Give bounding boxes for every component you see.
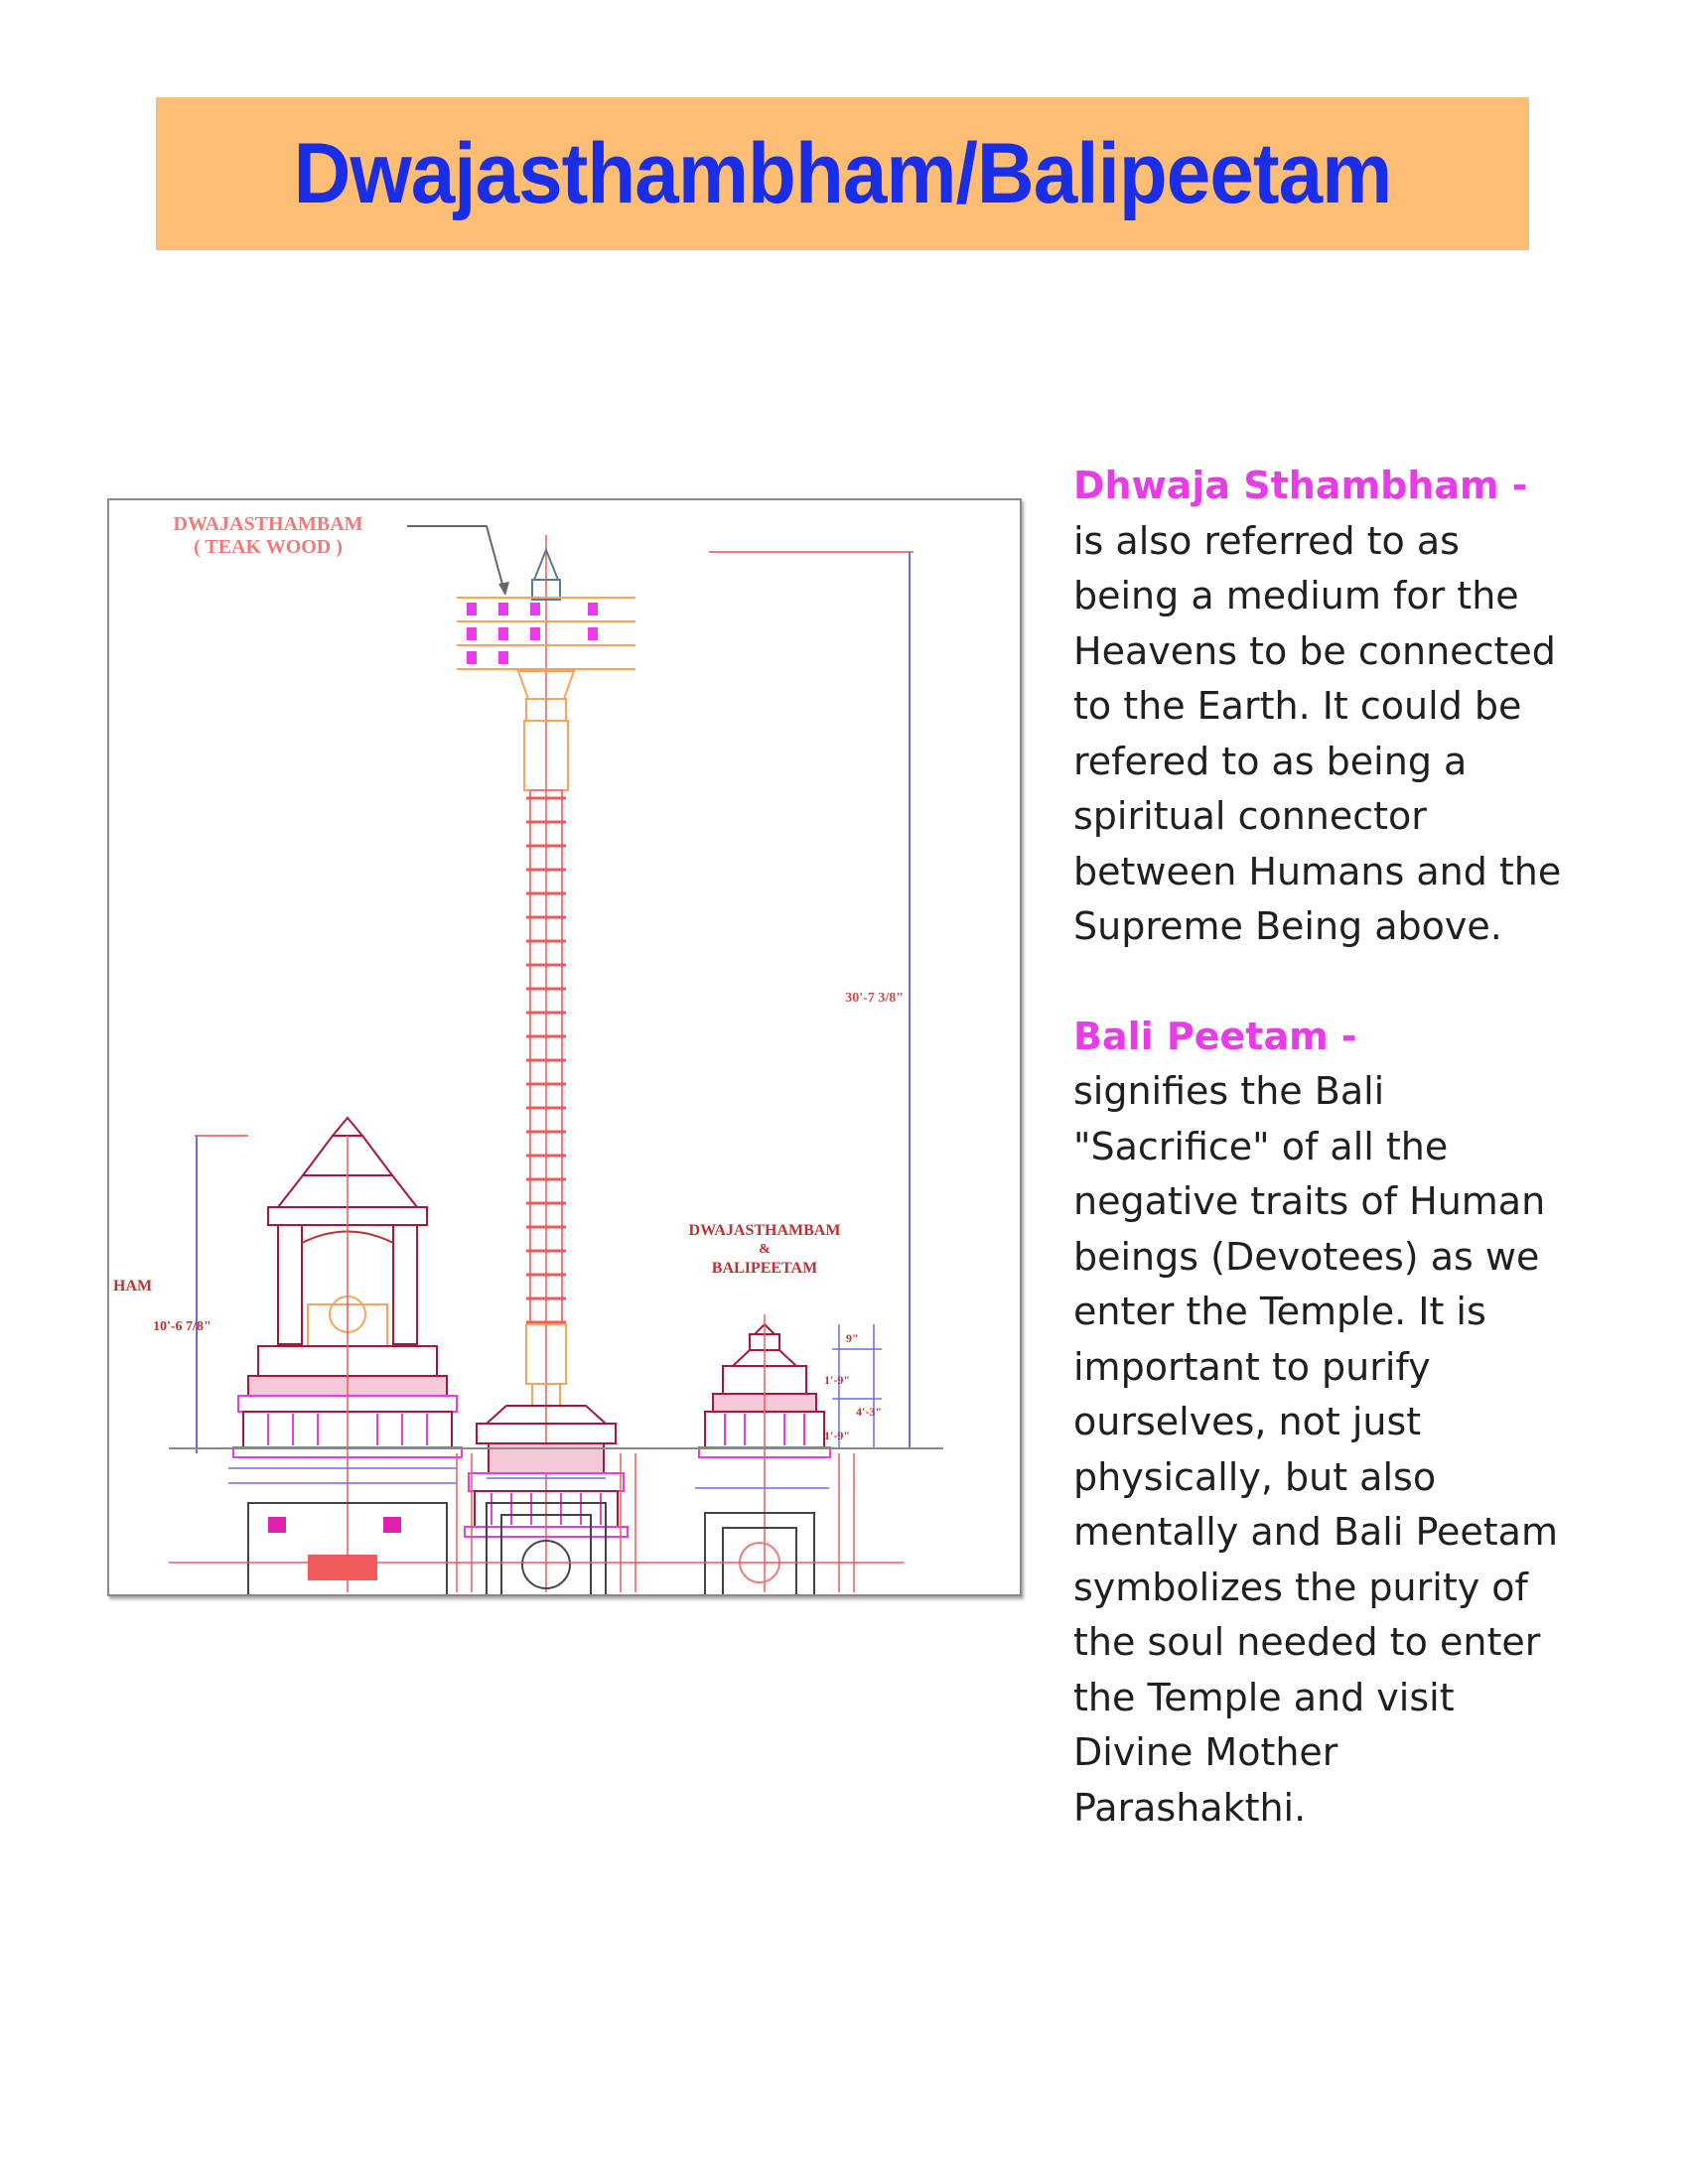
- section-line: mentally and Bali Peetam: [1073, 1510, 1558, 1554]
- section-line: refered to as being a: [1073, 739, 1468, 783]
- dim-small-3: 4'-3": [856, 1405, 882, 1419]
- section-line: physically, but also: [1073, 1454, 1437, 1499]
- height-dimension: 30'-7 3/8": [845, 991, 904, 1006]
- drawing-label-top-sub: ( TEAK WOOD ): [194, 536, 343, 558]
- architectural-drawing: [107, 498, 1022, 1596]
- drawing-label-left: HAM: [113, 1278, 153, 1295]
- section-line: spiritual connector: [1073, 794, 1427, 838]
- section-heading: Dhwaja Sthambham -: [1073, 464, 1528, 507]
- description-column: [1073, 459, 1629, 1836]
- section-line: signifies the Bali: [1073, 1069, 1385, 1113]
- drawing-label-mid-amp: &: [759, 1242, 771, 1257]
- section-line: the soul needed to enter: [1073, 1620, 1541, 1664]
- dwajasthambham-pole: [457, 535, 635, 1592]
- dim-small-1: 9": [846, 1331, 859, 1345]
- section-heading: Bali Peetam -: [1073, 1014, 1357, 1058]
- drawing-svg: [109, 500, 1020, 1594]
- section-line: Supreme Being above.: [1073, 904, 1502, 948]
- section-line: enter the Temple. It is: [1073, 1290, 1486, 1333]
- page-title: Dwajasthambham/Balipeetam: [293, 125, 1392, 221]
- section-line: Divine Mother: [1073, 1730, 1338, 1774]
- section-line: the Temple and visit: [1073, 1675, 1455, 1719]
- section-bali-peetam: [1073, 1010, 1629, 1837]
- drawing-label-mid: DWAJASTHAMBAM: [688, 1222, 841, 1239]
- plan-views: [169, 1453, 904, 1594]
- drawing-label-top: DWAJASTHAMBAM: [173, 513, 363, 535]
- section-line: Heavens to be connected: [1073, 628, 1556, 673]
- dim-small-4: 1'-9": [824, 1429, 850, 1442]
- dim-small-2: 1'-9": [824, 1373, 850, 1387]
- section-line: ourselves, not just: [1073, 1400, 1422, 1443]
- leader-arrow: [498, 582, 509, 596]
- left-dimension: 10'-6 7/8": [153, 1319, 211, 1334]
- section-line: negative traits of Human: [1073, 1179, 1546, 1223]
- section-line: being a medium for the: [1073, 574, 1519, 617]
- section-line: important to purify: [1073, 1344, 1431, 1389]
- drawing-label-mid-sub: BALIPEETAM: [711, 1260, 818, 1277]
- section-dhwaja-sthambham: [1073, 459, 1629, 955]
- section-line: is also referred to as: [1073, 518, 1460, 563]
- section-line: Parashakthi.: [1073, 1785, 1307, 1830]
- section-line: between Humans and the: [1073, 849, 1562, 893]
- leader-line: [407, 526, 504, 592]
- section-line: symbolizes the purity of: [1073, 1565, 1528, 1609]
- section-gap: [1073, 955, 1629, 1010]
- section-line: to the Earth. It could be: [1073, 684, 1522, 728]
- section-line: "Sacrifice" of all the: [1073, 1124, 1449, 1168]
- title-banner: [156, 97, 1529, 250]
- section-line: beings (Devotees) as we: [1073, 1234, 1540, 1279]
